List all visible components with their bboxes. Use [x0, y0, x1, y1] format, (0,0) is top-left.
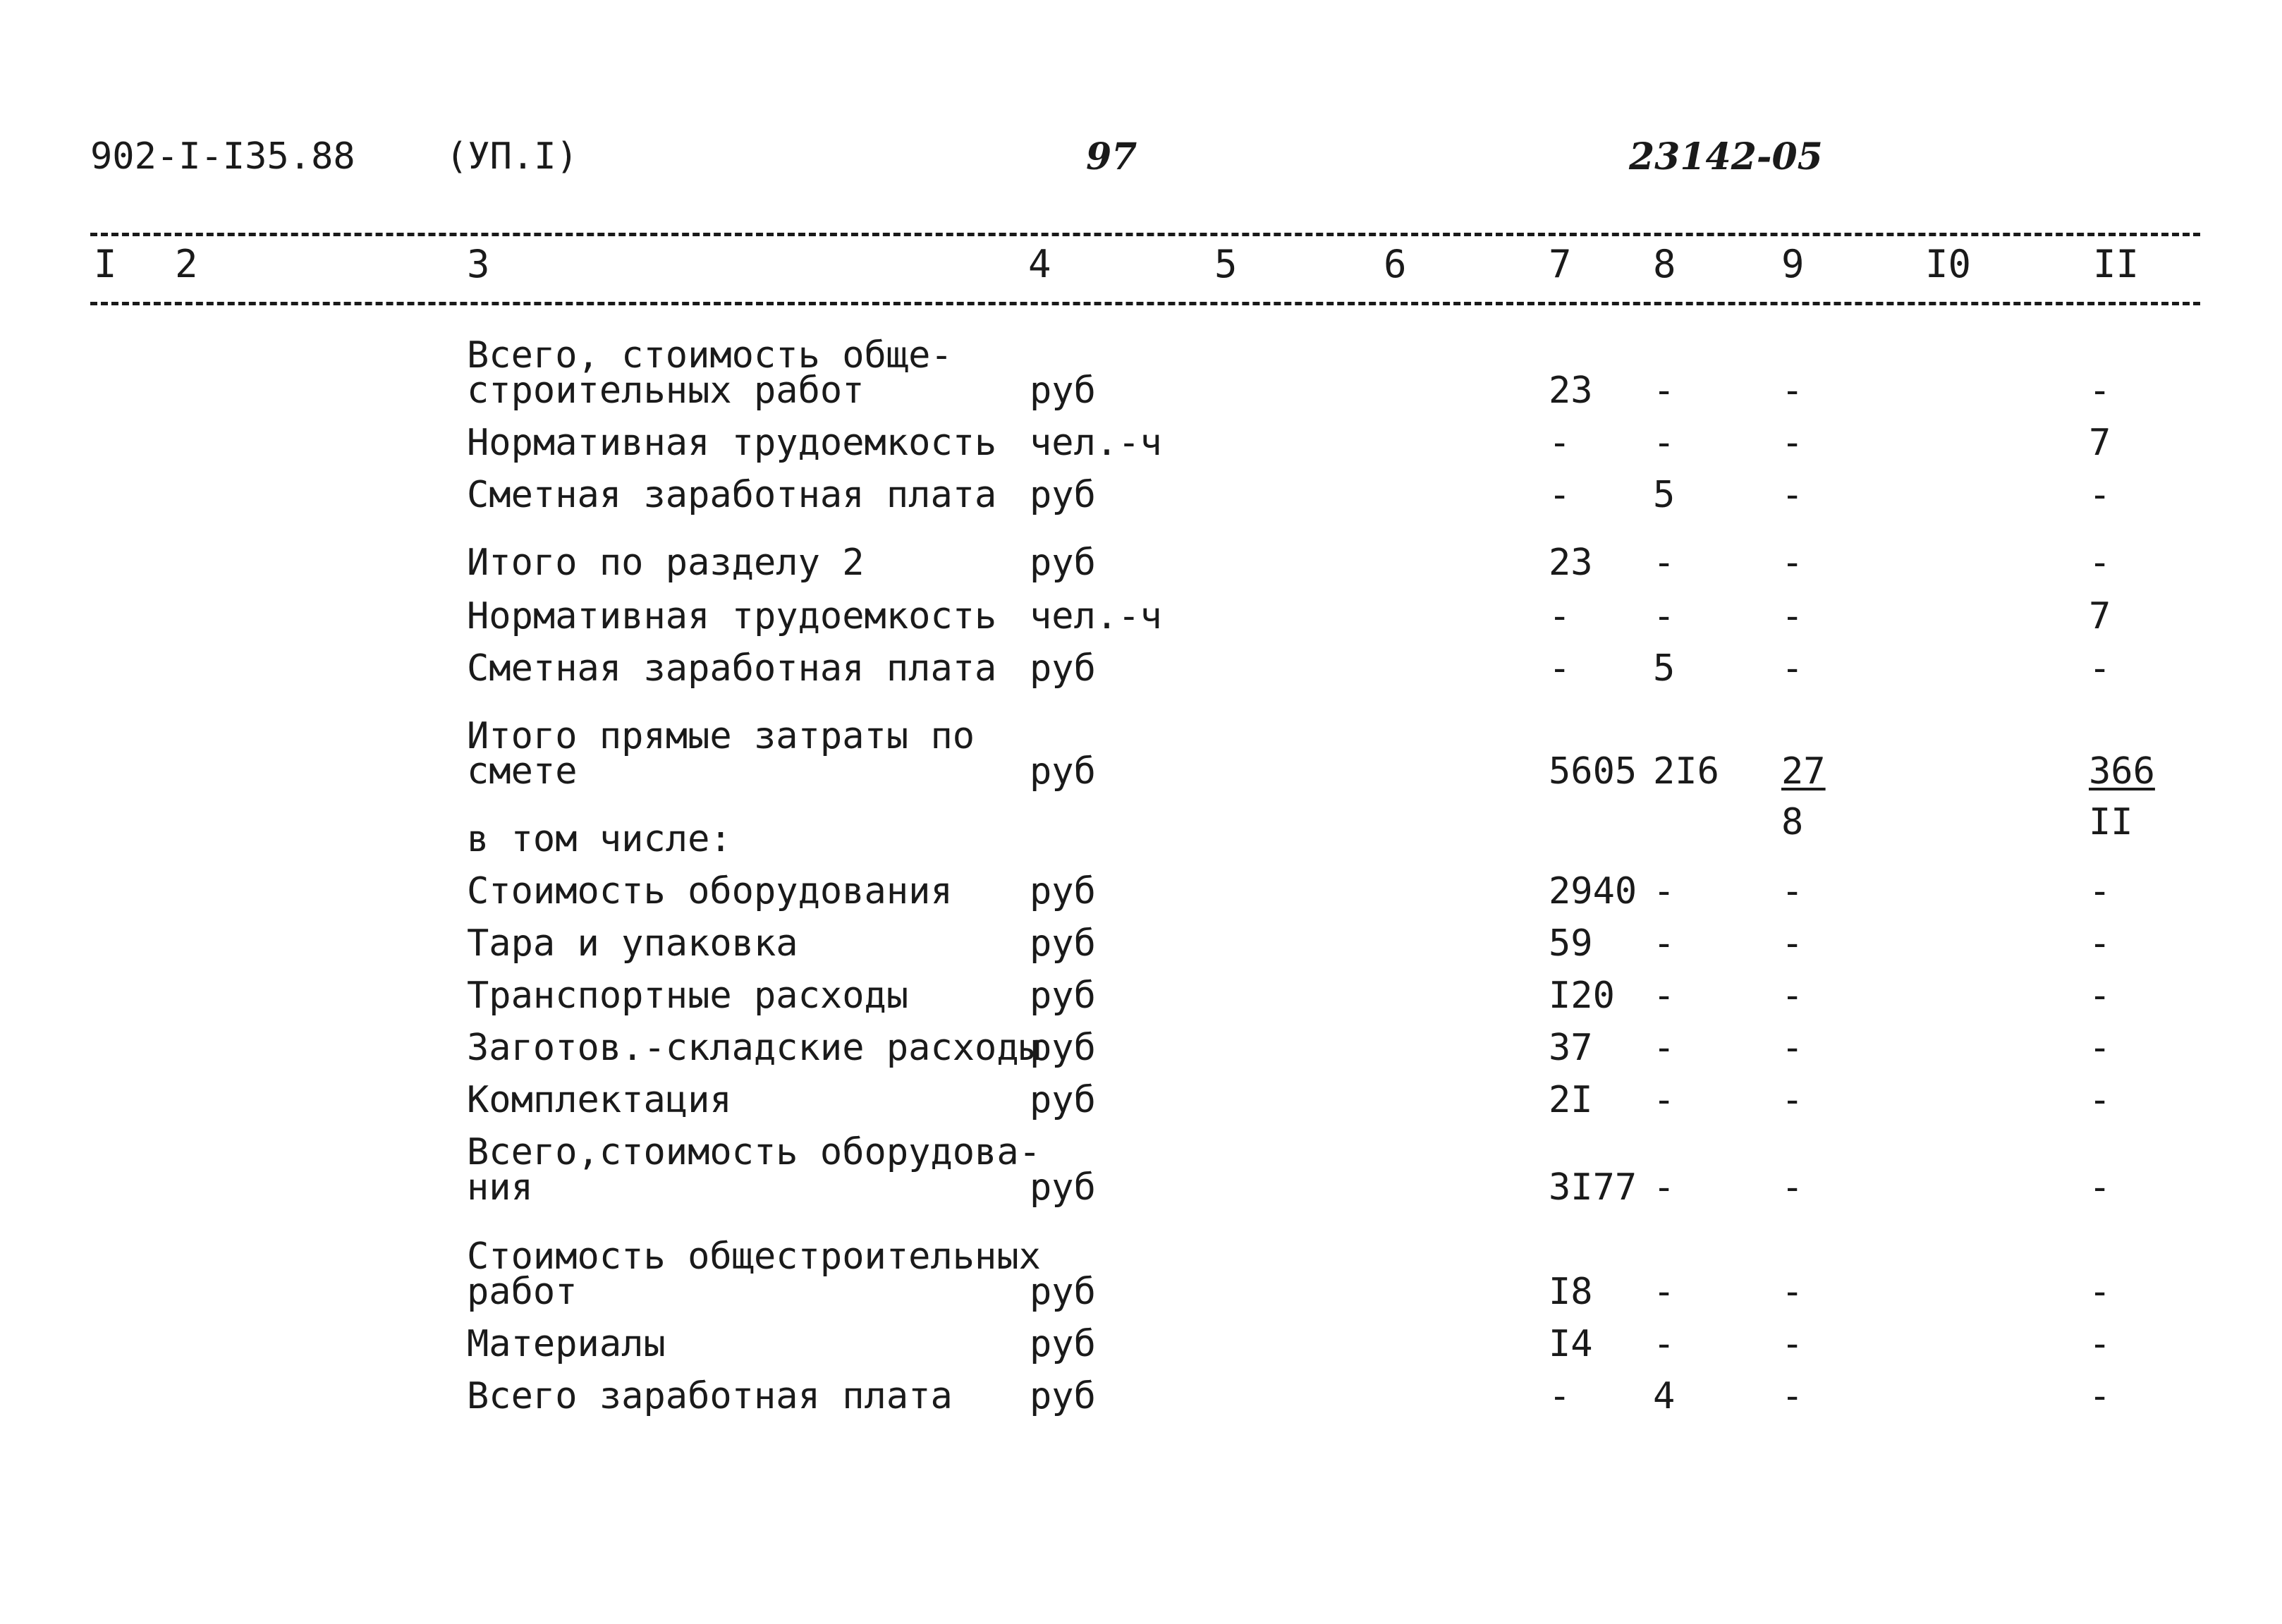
cell-col7: 3I77: [1549, 1166, 1637, 1209]
cell-col7: 2I: [1549, 1079, 1593, 1121]
cell-col9: -: [1781, 422, 1804, 464]
cell-col9: -: [1781, 1323, 1804, 1365]
cell-col7: I20: [1549, 975, 1615, 1017]
cell-col7: -: [1549, 595, 1571, 637]
row-unit: руб: [1030, 750, 1096, 793]
row-name: Всего заработная плата: [467, 1375, 953, 1417]
cell-col11: 366: [2089, 750, 2155, 793]
row-name: Сметная заработная плата: [467, 647, 997, 690]
row-name: Транспортные расходы: [467, 975, 909, 1017]
column-header-7: 7: [1549, 242, 1572, 286]
row-name: работ: [467, 1271, 578, 1313]
row-name: Всего,стоимость оборудова-: [467, 1131, 1041, 1173]
cell-col8: -: [1653, 870, 1676, 912]
row-unit: руб: [1030, 542, 1096, 584]
cell-col11: -: [2089, 1375, 2111, 1417]
column-header-9: 9: [1781, 242, 1805, 286]
row-unit: руб: [1030, 1027, 1096, 1069]
row-unit: руб: [1030, 1079, 1096, 1121]
column-header-11: II: [2093, 242, 2140, 286]
row-name: Заготов.-складские расходы: [467, 1027, 1041, 1069]
cell-col7: 59: [1549, 922, 1593, 965]
column-header-8: 8: [1653, 242, 1676, 286]
row-unit: руб: [1030, 975, 1096, 1017]
cell-col8: 5: [1653, 647, 1676, 690]
cell-col8: -: [1653, 1079, 1676, 1121]
cell-col8: -: [1653, 1271, 1676, 1313]
cell-col9: -: [1781, 922, 1804, 965]
cell-col9: -: [1781, 870, 1804, 912]
cell-col11: -: [2089, 1323, 2111, 1365]
cell-col8: -: [1653, 922, 1676, 965]
row-name: строительных работ: [467, 370, 865, 412]
cell-col11: -: [2089, 975, 2111, 1017]
row-name: Нормативная трудоемкость: [467, 595, 997, 637]
document-part: (УП.I): [446, 135, 578, 178]
cell-col11: -: [2089, 1027, 2111, 1069]
cell-col11: -: [2089, 870, 2111, 912]
row-name: Стоимость общестроительных: [467, 1235, 1041, 1278]
row-name: Материалы: [467, 1323, 666, 1365]
row-unit: руб: [1030, 647, 1096, 690]
cell-col8: 2I6: [1653, 750, 1719, 793]
cell-col7: -: [1549, 647, 1571, 690]
cell-col11: -: [2089, 474, 2111, 516]
header-rule-top: [90, 233, 2200, 236]
cell-col9: -: [1781, 1079, 1804, 1121]
cell-col11: -: [2089, 1079, 2111, 1121]
column-header-3: 3: [467, 242, 490, 286]
cell-col7: 23: [1549, 370, 1593, 412]
cell-col9: -: [1781, 474, 1804, 516]
column-header-1: I: [94, 242, 117, 286]
cell-col9: -: [1781, 647, 1804, 690]
cell-col7: 5605: [1549, 750, 1637, 793]
cell-col9-sub: 8: [1781, 801, 1804, 843]
cell-col8: -: [1653, 595, 1676, 637]
row-name: Стоимость оборудования: [467, 870, 953, 912]
document-code: 902-I-I35.88: [90, 135, 355, 178]
column-header-5: 5: [1214, 242, 1238, 286]
cell-col7: 23: [1549, 542, 1593, 584]
column-header-2: 2: [175, 242, 198, 286]
cell-col8: -: [1653, 1166, 1676, 1209]
cell-col11: 7: [2089, 595, 2111, 637]
column-header-6: 6: [1384, 242, 1407, 286]
cell-col11: 7: [2089, 422, 2111, 464]
cell-col8: -: [1653, 422, 1676, 464]
cell-col7: -: [1549, 422, 1571, 464]
cell-col9: -: [1781, 1027, 1804, 1069]
cell-col11-sub: II: [2089, 801, 2133, 843]
row-name: Сметная заработная плата: [467, 474, 997, 516]
cell-col7: I8: [1549, 1271, 1593, 1313]
cell-col9: -: [1781, 595, 1804, 637]
cell-col11: -: [2089, 647, 2111, 690]
row-name: Итого по разделу 2: [467, 542, 865, 584]
row-unit: чел.-ч: [1030, 422, 1162, 464]
cell-col8: -: [1653, 370, 1676, 412]
row-unit: чел.-ч: [1030, 595, 1162, 637]
row-name: в том числе:: [467, 818, 732, 860]
cell-col8: -: [1653, 1323, 1676, 1365]
cell-col8: 4: [1653, 1375, 1676, 1417]
cell-col9: -: [1781, 1375, 1804, 1417]
row-unit: руб: [1030, 1166, 1096, 1209]
row-name: Нормативная трудоемкость: [467, 422, 997, 464]
cell-col8: 5: [1653, 474, 1676, 516]
cell-col7: -: [1549, 1375, 1571, 1417]
cell-col9: 27: [1781, 750, 1826, 793]
row-unit: руб: [1030, 922, 1096, 965]
row-unit: руб: [1030, 870, 1096, 912]
cell-col8: -: [1653, 1027, 1676, 1069]
cell-col9: -: [1781, 1166, 1804, 1209]
page-number: 97: [1086, 135, 1137, 178]
cell-col9: -: [1781, 542, 1804, 584]
row-unit: руб: [1030, 474, 1096, 516]
row-unit: руб: [1030, 1375, 1096, 1417]
cell-col9: -: [1781, 975, 1804, 1017]
row-unit: руб: [1030, 370, 1096, 412]
header-rule-bottom: [90, 302, 2200, 305]
column-header-4: 4: [1028, 242, 1051, 286]
cell-col8: -: [1653, 542, 1676, 584]
cell-col11: -: [2089, 1166, 2111, 1209]
cell-col11: -: [2089, 1271, 2111, 1313]
cell-col9: -: [1781, 1271, 1804, 1313]
row-name: Комплектация: [467, 1079, 732, 1121]
cell-col9: -: [1781, 370, 1804, 412]
row-name: Всего, стоимость обще-: [467, 334, 953, 377]
cell-col11: -: [2089, 922, 2111, 965]
row-name: Итого прямые затраты по: [467, 715, 975, 757]
row-name: смете: [467, 750, 578, 793]
cell-col11: -: [2089, 542, 2111, 584]
cell-col7: 2940: [1549, 870, 1637, 912]
archive-number: 23142-05: [1629, 135, 1823, 178]
row-name: ния: [467, 1166, 533, 1209]
cell-col11: -: [2089, 370, 2111, 412]
cell-col8: -: [1653, 975, 1676, 1017]
cell-col7: I4: [1549, 1323, 1593, 1365]
row-name: Тара и упаковка: [467, 922, 798, 965]
row-unit: руб: [1030, 1323, 1096, 1365]
cell-col7: 37: [1549, 1027, 1593, 1069]
column-header-10: I0: [1925, 242, 1972, 286]
cell-col7: -: [1549, 474, 1571, 516]
row-unit: руб: [1030, 1271, 1096, 1313]
